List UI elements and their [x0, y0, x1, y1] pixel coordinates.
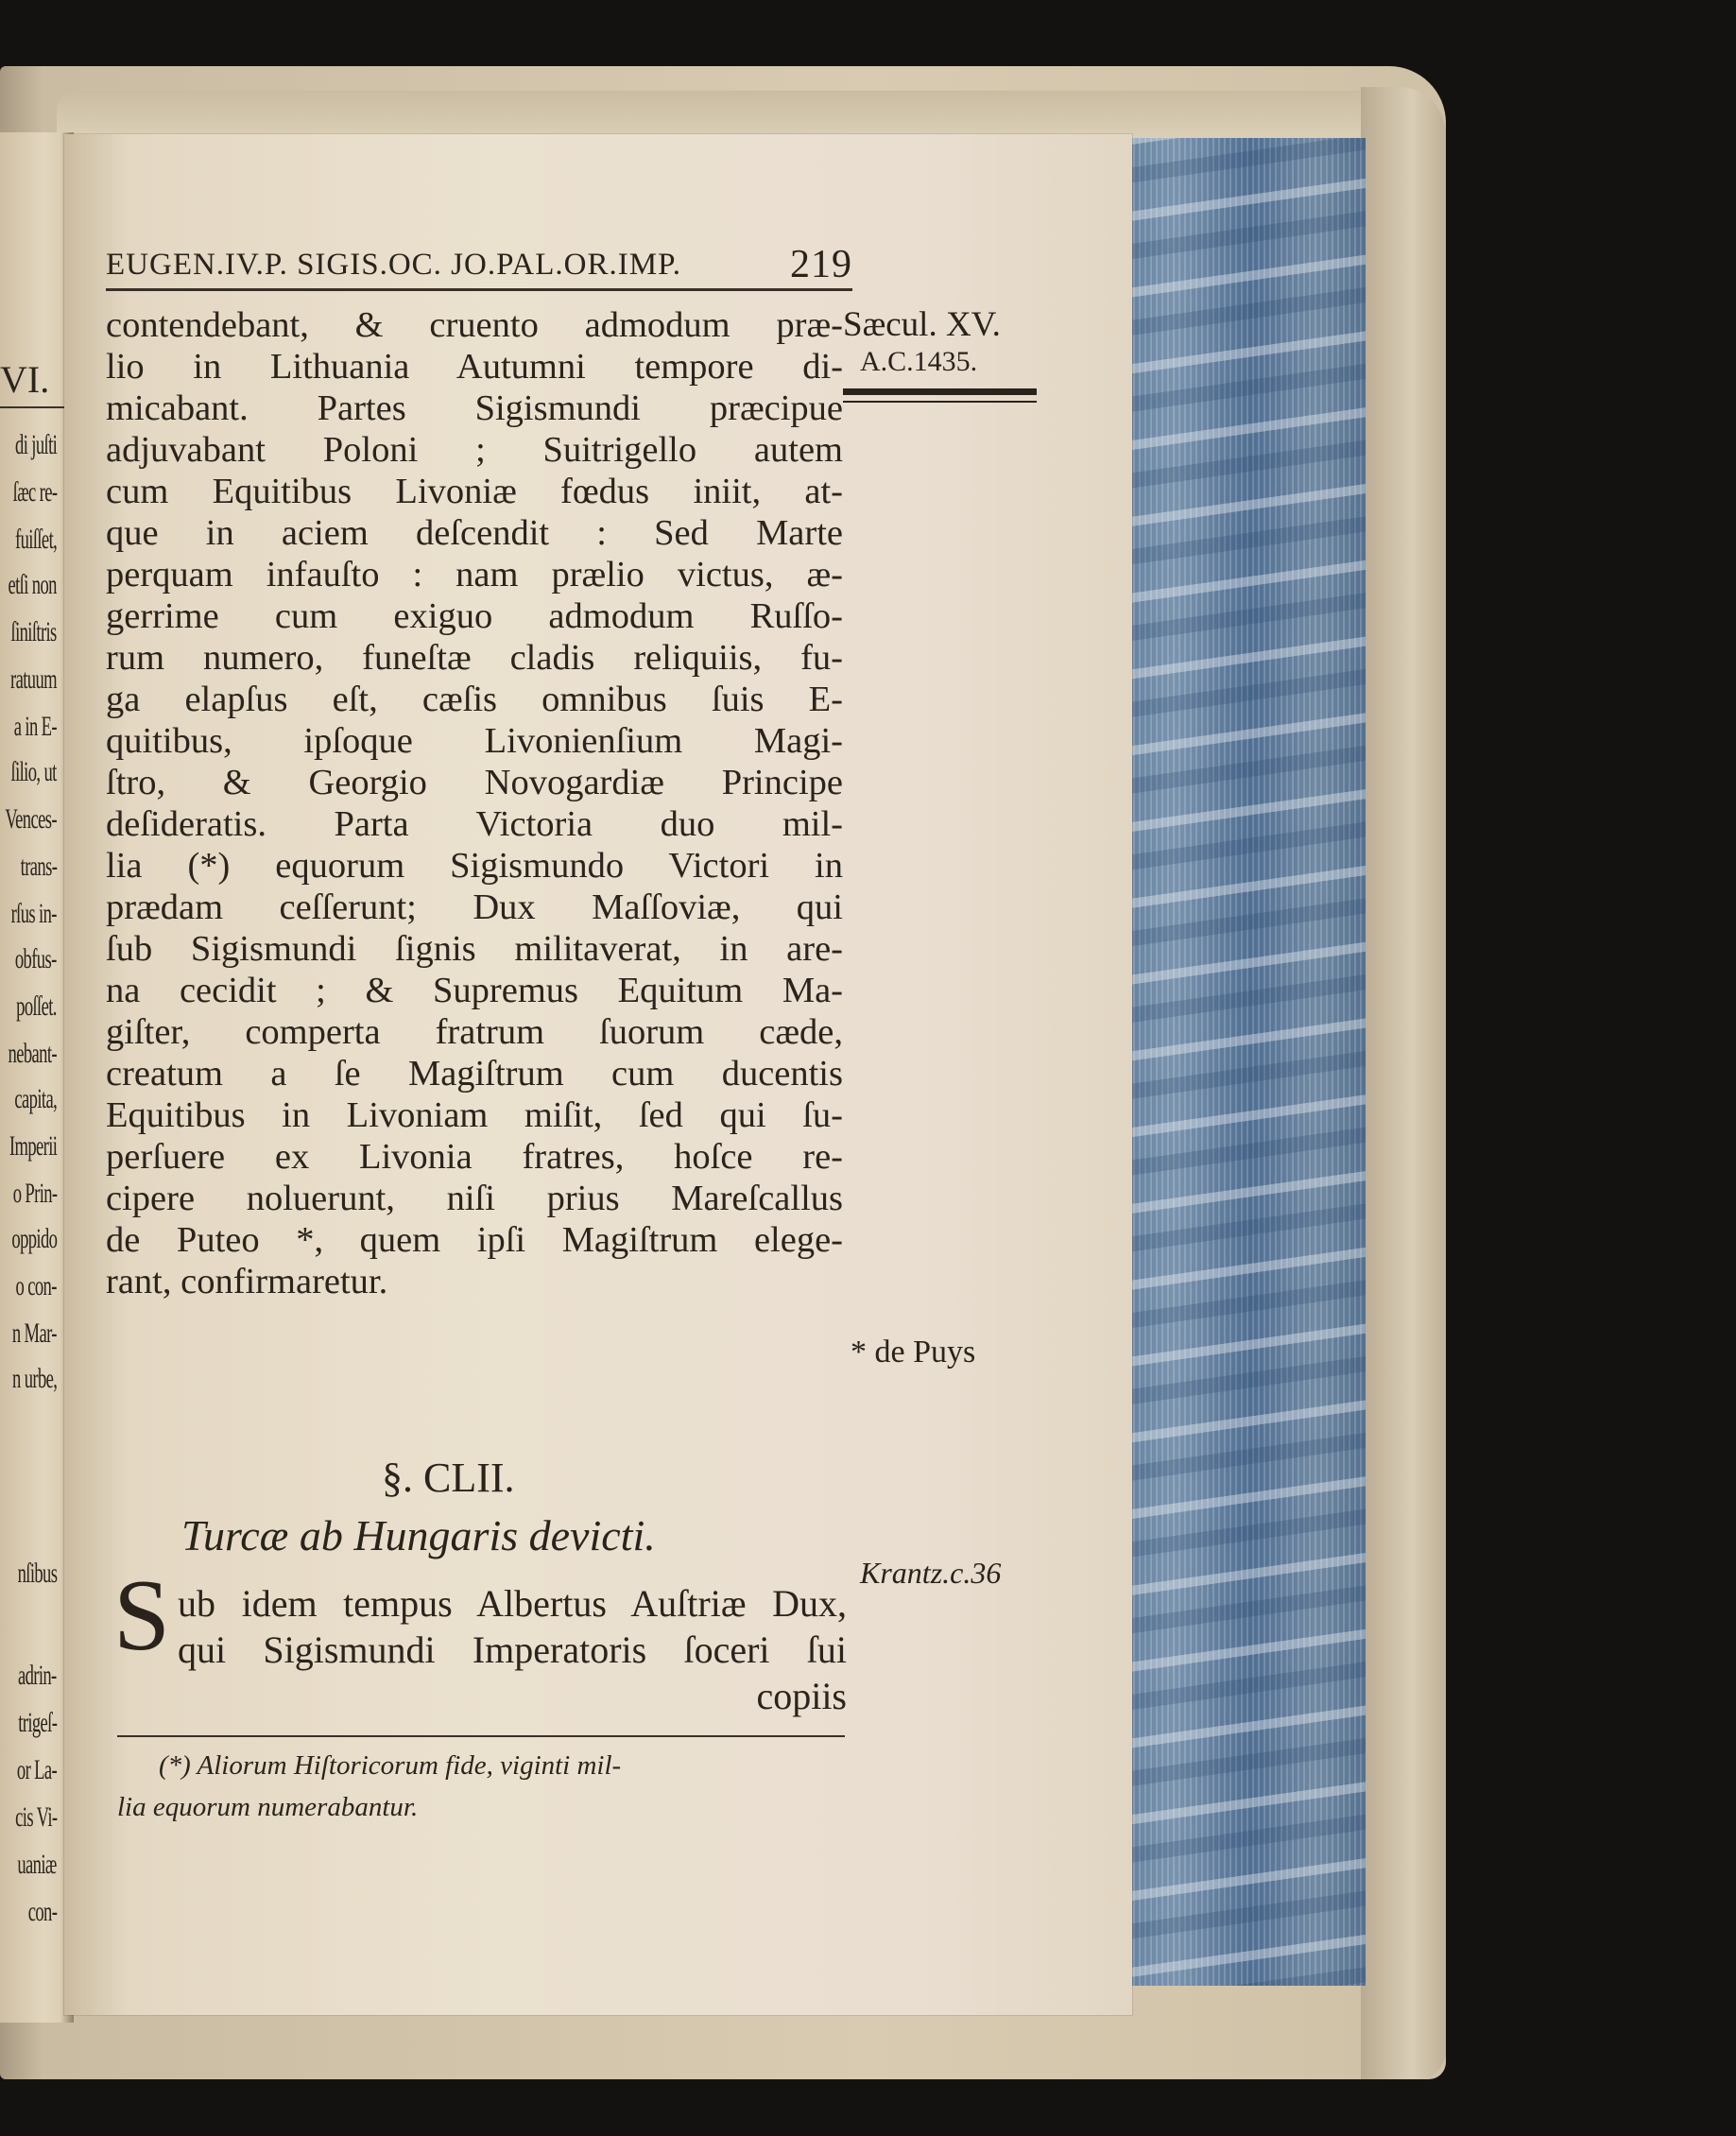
margin-rule-thin	[843, 401, 1037, 403]
previous-page-fragment: nebant-	[8, 1038, 57, 1069]
previous-page-fragment: fuiſſet,	[14, 524, 57, 555]
previous-page-fragment: Imperii	[9, 1130, 57, 1162]
previous-page-fragment: cis Vi-	[14, 1801, 57, 1833]
body-line: na cecidit ; & Supremus Equitum Ma-	[106, 971, 843, 1010]
body-line: prædam ceſſerunt; Dux Maſſoviæ, qui	[106, 887, 843, 927]
body-line: rum numero, funeſtæ cladis reliquiis, fu-	[106, 638, 843, 678]
body-line: perſuere ex Livonia fratres, hoſce re-	[106, 1137, 843, 1177]
body-line: gerrime cum exiguo admodum Ruſſo-	[106, 596, 843, 636]
main-text-block	[106, 304, 843, 1302]
footnote-rule	[117, 1735, 845, 1737]
previous-page-fragment: di juſti	[14, 429, 57, 460]
previous-page-fragment: nſibus	[17, 1558, 57, 1589]
footnote-line: (*) Aliorum Hiſtoricorum fide, viginti mil-	[159, 1750, 622, 1781]
previous-page-header-rule	[0, 406, 66, 408]
previous-page-fragment: con-	[27, 1896, 57, 1927]
body-line: ſtro, & Georgio Novogardiæ Principe	[106, 763, 843, 802]
previous-page-fragment: oppido	[11, 1223, 57, 1254]
binding-fore-edge	[1361, 87, 1446, 2079]
section-line: ub idem tempus Albertus Auſtriæ Dux,	[178, 1582, 847, 1625]
previous-page-fragment: etſi non	[8, 569, 57, 600]
previous-page-fragment: n urbe,	[11, 1363, 57, 1394]
running-title: EUGEN.IV.P. SIGIS.OC. JO.PAL.OR.IMP.	[106, 248, 682, 282]
body-line: micabant. Partes Sigismundi præcipue	[106, 388, 843, 428]
catchword: copiis	[756, 1675, 847, 1717]
margin-note-krantz: Krantz.c.36	[860, 1556, 1002, 1590]
previous-page-fragment: rſus in-	[10, 898, 57, 929]
body-line: quitibus, ipſoque Livonienſium Magi-	[106, 721, 843, 761]
margin-rule-thick	[843, 388, 1037, 395]
margin-anno: A.C.1435.	[860, 346, 978, 377]
margin-note-puys: * de Puys	[851, 1335, 976, 1369]
previous-page-fragment: trigeſ-	[17, 1707, 57, 1738]
drop-cap: S	[113, 1559, 171, 1672]
body-line: perquam infauſto : nam prælio victus, æ-	[106, 555, 843, 594]
previous-page-fragment: capita,	[14, 1083, 57, 1114]
footnote	[117, 1745, 839, 1828]
body-line: cum Equitibus Livoniæ fœdus iniit, at-	[106, 472, 843, 511]
page-number: 219	[790, 243, 852, 286]
previous-page-fragment: ſilio, ut	[10, 756, 57, 787]
body-line: adjuvabant Poloni ; Suitrigello autem	[106, 430, 843, 470]
previous-page-fragment: a in E-	[13, 711, 57, 742]
running-header	[106, 243, 852, 286]
body-line: ſub Sigismundi ſignis militaverat, in are-	[106, 929, 843, 969]
body-line: rant, confirmaretur.	[106, 1262, 388, 1301]
header-rule	[106, 288, 852, 291]
previous-page-fragment: obfus-	[15, 943, 57, 974]
margin-saeculum: Sæcul. XV.	[843, 305, 1001, 344]
body-line: creatum a ſe Magiſtrum cum ducentis	[106, 1054, 843, 1094]
footnote-line: lia equorum numerabantur.	[117, 1792, 419, 1822]
body-line: cipere noluerunt, niſi prius Mareſcallus	[106, 1179, 843, 1218]
section-title: Turcæ ab Hungaris devicti.	[181, 1511, 656, 1559]
body-line: ga elapſus eſt, cæſis omnibus ſuis E-	[106, 680, 843, 719]
previous-page-fragment: Vences-	[5, 803, 57, 835]
previous-page-fragment: trans-	[20, 851, 57, 882]
previous-page-fragment: o Prin-	[12, 1178, 57, 1209]
previous-page-fragment: ſiniſtris	[10, 616, 57, 647]
previous-page-fragment: n Mar-	[11, 1318, 57, 1349]
previous-page-fragment: poſſet.	[16, 990, 57, 1022]
section-paragraph	[178, 1580, 847, 1719]
section-number: §. CLII.	[382, 1455, 515, 1501]
previous-page-fragment: ſæc re-	[12, 476, 57, 508]
body-line: contendebant, & cruento admodum præ-	[106, 305, 843, 345]
previous-page-fragment: or La-	[16, 1754, 57, 1785]
body-line: lia (*) equorum Sigismundo Victori in	[106, 846, 843, 886]
body-line: de Puteo *, quem ipſi Magiſtrum elege-	[106, 1220, 843, 1260]
previous-page-fragment: uaniæ	[17, 1849, 57, 1880]
previous-page-fragment: ratuum	[10, 663, 57, 695]
previous-page-fragment: adrin-	[18, 1660, 57, 1691]
previous-page-fragment: o con-	[15, 1270, 57, 1301]
body-line: que in aciem deſcendit : Sed Marte	[106, 513, 843, 553]
previous-page-header-fragment: VI.	[0, 358, 50, 401]
section-line: qui Sigismundi Imperatoris ſoceri ſui	[178, 1628, 847, 1671]
marbled-fore-edge	[1110, 138, 1366, 1986]
body-line: lio in Lithuania Autumni tempore di-	[106, 347, 843, 387]
body-line: giſter, comperta fratrum ſuorum cæde,	[106, 1012, 843, 1052]
body-line: Equitibus in Livoniam miſit, ſed qui ſu-	[106, 1095, 843, 1135]
previous-page-strip	[0, 132, 74, 2023]
body-line: deſideratis. Parta Victoria duo mil-	[106, 804, 843, 844]
